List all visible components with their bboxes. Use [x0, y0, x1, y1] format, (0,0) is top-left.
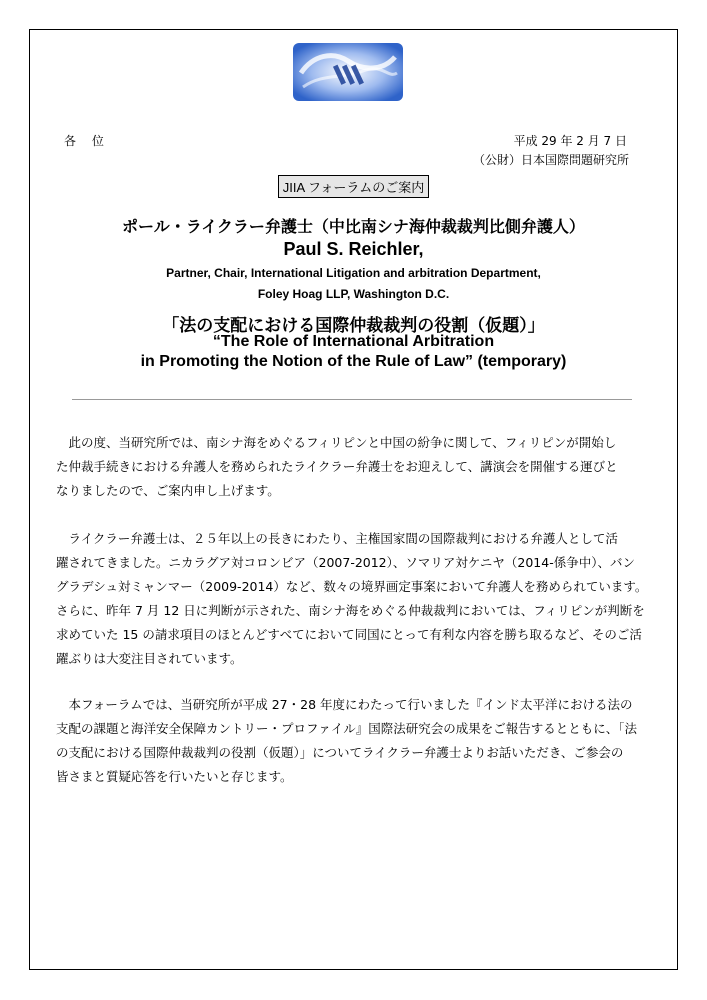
paragraph-line: 皆さまと質疑応答を行いたいと存じます。: [56, 769, 293, 784]
announcement-tag-row: [0, 175, 707, 198]
speaker-title-ja: ポール・ライクラー弁護士（中比南シナ海仲裁裁判比側弁護人）: [122, 217, 585, 236]
divider-line: [72, 399, 632, 400]
paragraph-line: の支配における国際仲裁裁判の役割（仮題）」についてライクラー弁護士よりお話いただき、ご参会の: [56, 745, 624, 760]
paragraph-line: 本フォーラムでは、当研究所が平成 27・28 年度にわたって行いました『インド太平洋における法の: [56, 697, 633, 712]
paragraph-line: 躍ぶりは大変注目されています。: [56, 651, 243, 666]
forum-announcement-tag: JIIA フォーラムのご案内: [278, 175, 430, 198]
body-paragraph-3: [56, 693, 656, 789]
speaker-role-line2: Foley Hoag LLP, Washington D.C.: [257, 287, 450, 301]
paragraph-line: た仲裁手続きにおける弁護人を務められたライクラー弁護士をお迎えして、講演会を開催する運びと: [56, 459, 618, 474]
addressee: 各 位: [64, 134, 110, 148]
topic-title-en-line1: “The Role of International Arbitration: [212, 333, 495, 350]
paragraph-line: さらに、昨年 7 月 12 日に判断が示された、南シナ海をめぐる仲裁裁判においては、フィリピンが判断を: [56, 603, 645, 618]
body-paragraph-1: [56, 431, 656, 503]
topic-title-en-line2: in Promoting the Notion of the Rule of Law” (temporary): [140, 353, 567, 370]
paragraph-line: なりましたので、ご案内申し上げます。: [56, 483, 280, 498]
topic-title-ja: 「法の支配における国際仲裁裁判の役割（仮題）」: [162, 316, 545, 336]
organization-name: （公財）日本国際問題研究所: [472, 153, 629, 167]
speaker-role-line1: Partner, Chair, International Litigation and arbitration Department,: [166, 266, 541, 280]
jiia-logo: [293, 43, 403, 101]
paragraph-line: グラデシュ対ミャンマー（2009-2014）など、数々の境界画定事案において弁護人を務められています。: [56, 579, 648, 594]
speaker-name-en: Paul S. Reichler,: [283, 239, 424, 259]
paragraph-line: ライクラー弁護士は、２５年以上の長きにわたり、主権国家間の国際裁判における弁護人として活: [56, 531, 618, 546]
paragraph-line: 此の度、当研究所では、南シナ海をめぐるフィリピンと中国の紛争に関して、フィリピンが開始し: [56, 435, 617, 450]
issue-date: 平成 29 年 2 月 7 日: [513, 134, 627, 148]
paragraph-line: 躍されてきました。ニカラグア対コロンビア（2007-2012）、ソマリア対ケニヤ（2014-係争中）、バン: [56, 555, 635, 570]
paragraph-line: 求めていた 15 の請求項目のほとんどすべてにおいて同国にとって有利な内容を勝ち取るなど、そのご活: [56, 627, 642, 642]
paragraph-line: 支配の課題と海洋安全保障カントリー・プロファイル』国際法研究会の成果をご報告するとともに、「法: [56, 721, 638, 736]
body-paragraph-2: [56, 527, 656, 671]
